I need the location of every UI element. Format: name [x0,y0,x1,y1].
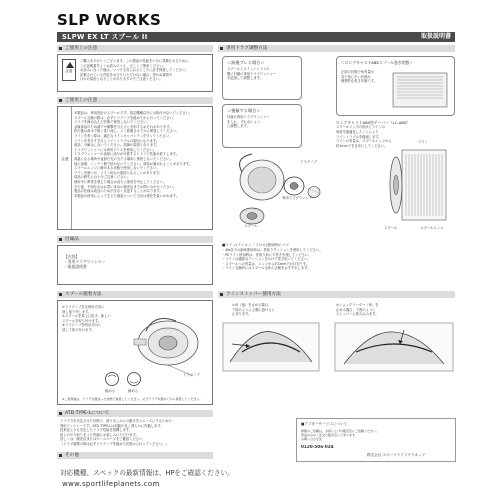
cautions-box [57,106,213,230]
notice-line: けがの原因となることがありますのでご注意ください。 [80,77,163,82]
exploded-washer-label: 専用ドラグワッシャー [282,196,316,200]
notice-line: 記載されている内容をお守りいただけない場合、思わぬ事故や [80,72,173,77]
loosen-label: 緩める [105,389,116,393]
spool-removal-step: ③ドラグノブを時計方向に [62,323,102,328]
after-service-line: 部品のみのご注文も販売店にて承ります。 [301,433,358,438]
warning-badge [62,59,76,81]
contents-text [64,254,106,269]
line-stopper-illustration-2 [334,322,454,372]
after-service-text [301,429,453,442]
notice-line: お読みになった後は、いつでも見られるところに必ず保管してください。 [80,68,189,73]
section-header-contents: 付属品 [57,236,213,243]
after-service-line: お問い合わせ先 [301,437,323,442]
notice-text [80,59,210,82]
long-cast-line: 若干前に多い状態が [341,74,371,79]
long-cast-sub-line: スプールリップの形状とラインの [336,125,386,130]
document-type: 取扱説明書 [420,33,451,40]
footer-notice: 対応機種、スペックの最新情報は、HPをご確認ください。 [60,469,234,477]
caution-line: スプール交換の際は、必ずドラグノブを緩めてから行ってください。 [74,115,176,120]
caution-line: ラインを巻きすぎるとライントラブルの原因になります。 [74,138,160,143]
contact-phone[interactable]: 0120-506-034 [301,445,334,449]
contact-company: 株式会社 スポーツライフプラネッツ [367,453,426,457]
washer-case-a-line: を追加して調整します。 [227,76,264,81]
long-cast-text [341,70,387,84]
caution-line: 釣行後は真水で軽く洗い流し、よく乾燥させてから保管してください。 [74,129,180,134]
warning-badge-label: 注意 [65,69,73,73]
line-tips-title: ■ライン(ナイロン・フロロ)使用時のコツ [222,243,289,247]
title-bar [57,32,455,42]
caution-line: スプールエッジに傷がある状態で使用しないでください。 [74,166,160,171]
caution-line: 改造、分解はしないでください。故障の原因となります。 [74,143,160,148]
line-tips-line: ・ラインは適度なテンションをかけて巻き取ってください。 [222,257,311,262]
line-stopper-step1-line: ①糸（風）を止める場合、 [232,303,272,307]
notice-box [57,54,213,92]
long-cast-sub-line: ライントラブルを軽減します。 [336,134,382,139]
caution-line: 高温になる場所や直射日光の当たる場所に保管しないでください。 [74,156,173,161]
drag-knob-label: ドラグノブ [183,373,200,377]
section-header-washer: 専用ドラグ調整方法 [218,45,455,52]
long-cast-line: 正面の状態で糸巻量が [341,70,374,74]
long-cast-box [336,56,455,116]
atd-line: 従来品よりも安定したドラグ性能を発揮します。 [60,428,133,433]
caution-line: ドラグワッシャーの表面に油分が付着するとドラグ性能が低下します。 [74,152,180,157]
caution-line: ラインを傷つけ、ライン切れの原因となることがあります。 [74,170,163,175]
line-stopper-step1-line: 下図のように上側に掛けると [232,307,275,312]
line-tips-line: ・PEライン使用時は、巻取り前に下巻きを施してください。 [222,252,312,257]
caution-line: 本製品の使用によって生じた損害について当社は責任を負いかねます。 [74,193,180,198]
cautions-text [74,111,211,198]
line-tips-line: ・スプールへの巻量は、エッジから約1mm下が目安です。 [222,261,310,266]
section-header-cautions: ご使用上の注意 [57,97,213,104]
caution-line: 本製品は、専用設計のスプールです。指定機種以外には取付けないでください。 [74,111,193,115]
long-cast-sub-line: 角度を最適化したことにより [336,130,379,134]
caution-line: 他の溶剤、シンナー類で拭かないでください。塗装が剥がれることがあります。 [74,161,193,166]
line-stopper-step1-line: 止まります。 [232,312,252,317]
line-stopper-illustration-1 [222,322,320,372]
caution-line: 製品の仕様は改良のため予告なく変更することがあります。 [74,189,163,194]
washer-case-b-line: に調整します。 [227,124,250,129]
contents-heading: 【内容】 [64,254,80,259]
atd-line: （ドラグ調整の際は必ずドラグノブを緩めた状態から行ってください。） [60,441,169,446]
caution-line: ドラグワッシャーには専用グリスを使用してください。 [74,147,157,152]
washer-case-a-title: ＜前後ブレる場合＞ [227,60,265,65]
atd-line: ドラグ力を安定させた状態で、滑り出しからの動きをスムーズにするための [60,419,172,423]
section-header-spool-removal: スプール脱着方法 [57,291,213,298]
brand-logo: SLP WORKS [57,11,162,29]
after-service-line: 修理のご依頼は、お買い上げの販売店にご依頼ください。 [301,429,380,433]
contents-item: ・取扱説明書 [64,264,87,269]
cautions-divider [71,107,72,229]
loosen-tighten-icons [104,371,144,387]
section-header-notice: ご使用上の注意 [57,45,213,52]
spool-removal-step: 回し取り外します。 [62,309,92,314]
line-lay-line-label: ライン [418,140,429,144]
spool-removal-step: ②スプールを真上に抜き、新しい [62,314,111,319]
washer-case-b-title: ＜後傾する場合＞ [227,108,261,113]
line-lay-edge-label: スプールエッジ [420,226,444,230]
contents-item: ・専用ドラグワッシャー [64,259,106,264]
washer-case-a-line: スプールとメインシャフトの [227,67,270,71]
contents-box [57,245,213,285]
atd-text [60,419,270,447]
spool-removal-step: 回して取り付けます。 [62,327,95,332]
exploded-spool-label: スプール [244,224,258,228]
footer-url[interactable]: www.sportlifeplanets.com [62,480,160,488]
line-tips-line: ・4lb以下の細糸使用時は、巻取りクッションを使用してください。 [222,248,323,252]
line-tips-line: ・ライン交換時にはスプール全体の点検をおすすめします。 [222,266,311,271]
line-stopper-step2-line: ストッパーに挟み込みます。 [336,312,379,317]
washer-case-b-line: 付属の専用ドラグワッシャー [227,115,270,119]
notice-line: ご購入ありがとうございます。この製品の性能を十分に発揮させるために、 [80,59,192,63]
washer-case-b-box [222,104,302,148]
washer-case-a-box [222,56,302,100]
warning-triangle-icon [66,62,74,68]
spool-removal-footnote: ※ご使用後は、ドラグが緩まった状態で保管してください。必ずドラグを緩めてから保管してください。 [62,397,203,401]
washer-case-a-line: 間に付属の専用ドラグワッシャー [227,71,277,76]
atd-line: 専用ワッシャーです。ATD TYPE-Lは初動が良く滑らかに作動します。 [60,423,164,428]
section-header-atd: ATD TYPE-Lについて [57,410,213,417]
after-service-title: ■アフターサービスについて [301,422,348,426]
caution-line: 金属部品のため落下や衝撃を与えると変形するおそれがあります。 [74,124,173,129]
caution-line: ドラグを締め込んだ状態で保管しないでください。 [74,120,150,125]
exploded-view-illustration [222,150,342,240]
washer-case-b-line: を入れ、ずれないよう [227,119,261,124]
tighten-label: 締める [128,389,139,393]
caution-line: 使用中に異常を感じた場合は直ちに使用を中止してください。 [74,179,167,184]
line-stopper-step2 [336,303,454,317]
long-cast-sub-line: 約1mm下を目安にしてください。 [336,143,388,148]
long-cast-sub-line: ラインの巻量は、スプールエッジから [336,139,392,144]
caution-line: ラインを巻く際は、適正なラインキャパシティを守ってください。 [74,133,173,138]
loosen-icon [106,373,119,386]
line-tips-text [222,243,454,271]
exploded-knob-label: ドラグノブ [300,160,317,164]
after-service-box [296,418,456,462]
long-cast-sub-title: ロングキャストABS逆テーパー（LC-ABS） [336,120,411,125]
spool-removal-step: スプールを取り付けます。 [62,318,102,323]
atd-line: 魚とのやり取りをより快適にお楽しみいただけます。 [60,432,139,437]
atd-line: 詳しくは、販売店またはホームページをご確認ください。 [60,437,146,442]
caution-line: その他、不明な点はお買い求めの販売店までお問い合わせください。 [74,184,177,189]
spool-removal-step: ①ドラグノブを反時計方向に [62,305,105,309]
spool-wound-illustration [391,69,451,111]
document-title: SLPW EX LT スプール II [62,33,148,41]
section-header-contact: その他 [57,452,213,459]
line-lay-cross-section [388,140,458,230]
long-cast-title: ＜ロングキャストABSスプール巻き状態＞ [341,60,413,65]
long-cast-line: 理想的な巻き状態です。 [341,79,378,84]
spool-removal-box [57,300,213,405]
line-stopper-step2-line: ②ショックリーダー（糸）を [336,303,379,307]
notice-line: この説明書をよくお読みのうえ、正しくご使用ください。 [80,63,166,68]
line-stopper-step1 [232,303,332,317]
line-stopper-step2-line: 止める場合、下図のように [336,307,376,312]
tighten-icon [128,373,141,386]
line-lay-spool-label: スプール [384,226,398,230]
section-header-line-stopper: ラインストッパー使用方法 [218,291,455,298]
caution-line: 部品の紛失には十分ご注意ください。 [74,175,131,180]
cautions-side-label: 注意 [61,157,69,161]
